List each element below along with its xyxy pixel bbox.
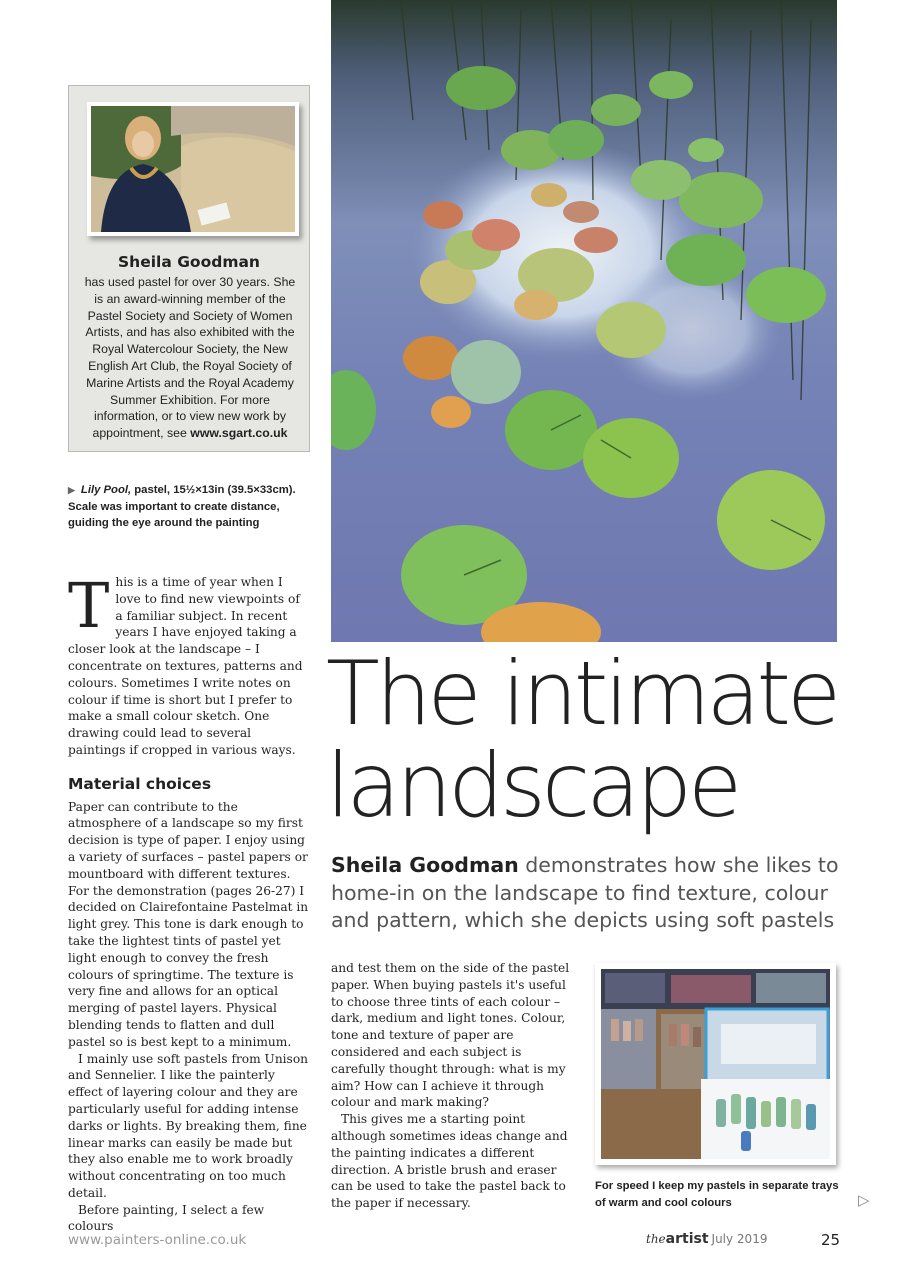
magazine-the: the xyxy=(646,1232,666,1246)
painting-details: pastel, 15½×13in (39.5×33cm). Scale was important to create distance, guiding the eye around the painting xyxy=(68,484,296,529)
lily-pool-painting xyxy=(331,0,837,642)
footer-website[interactable]: www.painters-online.co.uk xyxy=(68,1232,247,1248)
headline-line-2: landscape xyxy=(326,734,739,837)
painting-title: Lily Pool, xyxy=(80,484,132,496)
bio-body: has used pastel for over 30 years. She is an award-winning member of the Pastel Society and Society of Women Artists, and has also exhibited with the Royal Watercolour Society, the New English Art Club, the Royal Society of Marine Artists and the Royal Academy Summer Exhibition. For more information, or to view new work by appointment, see xyxy=(84,275,296,441)
artist-portrait-photo xyxy=(87,102,299,236)
intro-paragraph xyxy=(68,569,310,759)
magazine-artist: artist xyxy=(665,1231,709,1247)
page-number: 25 xyxy=(821,1231,841,1249)
artist-website-link[interactable]: www.sgart.co.uk xyxy=(190,426,288,441)
intro-text: his is a time of year when I love to find new viewpoints of a familiar subject. In recent years I have enjoyed taking a closer look at the landscape – I concentrate on textures, patterns and colours. Sometimes I write notes on colour if time is short but I prefer to make a small colour sketch. One drawing could lead to several paintings if cropped in various ways. xyxy=(68,575,303,757)
pastel-trays-photo xyxy=(595,963,836,1165)
section-heading: Material choices xyxy=(68,774,212,793)
standfirst xyxy=(331,852,851,935)
artist-name: Sheila Goodman xyxy=(118,253,260,271)
paragraph-paper: Paper can contribute to the atmosphere of a landscape so my first decision is type of paper. I enjoy using a variety of surfaces – pastel papers or mountboard with different textures. For the demonstration (pages 26-27) I decided on Clairefontaine Pastelmat in light grey. This tone is dark enough to take the lightest tints of pastel yet light enough to convey the fresh colours of springtime. The texture is very fine and allows for an optical merging of pastel layers. Physical blending tends to flatten and dull pastel so is best kept to a minimum. xyxy=(68,799,309,1049)
drop-cap: T xyxy=(68,569,110,642)
article-column-2 xyxy=(331,960,571,1212)
paragraph-starting-point: This gives me a starting point although sometimes ideas change and the painting indicates a different direction. A bristle brush and eraser can be used to take the pastel back to the paper if necessary. xyxy=(331,1112,568,1211)
caption-marker-icon: ▶ xyxy=(68,485,75,495)
article-column-1 xyxy=(68,569,310,1235)
painting-caption xyxy=(68,482,318,532)
headline-line-1: The intimate xyxy=(326,642,838,745)
artist-bio-text xyxy=(83,274,297,442)
trays-caption: For speed I keep my pastels in separate trays of warm and cool colours xyxy=(595,1180,839,1209)
paragraph-pastels: I mainly use soft pastels from Unison and Sennelier. I like the painterly effect of layering colour and they are particularly useful for adding intense darks or lights. By breaking them, fine linear marks can easily be made but they also enable me to work broadly without concentrating on too much detail. xyxy=(68,1051,309,1200)
issue-date: July 2019 xyxy=(711,1232,768,1246)
paragraph-test-colours: and test them on the side of the pastel paper. When buying pastels it's useful to choose three tints of each colour – dark, medium and light tones. Colour, tone and texture of paper are considered and each subject is carefully thought through: what is my aim? How can I achieve it through colour and mark making? xyxy=(331,961,570,1110)
standfirst-author: Sheila Goodman xyxy=(331,853,519,877)
paragraph-select-colours: Before painting, I select a few colours xyxy=(68,1202,265,1234)
artist-bio-box xyxy=(68,85,310,452)
standfirst-text: demonstrates how she likes to home-in on the landscape to find texture, colour and pattern, which she depicts using soft pastels xyxy=(331,853,839,932)
article-headline xyxy=(326,642,886,837)
footer-magazine-name xyxy=(646,1231,767,1247)
next-page-arrow-icon[interactable]: ▷ xyxy=(858,1191,870,1209)
